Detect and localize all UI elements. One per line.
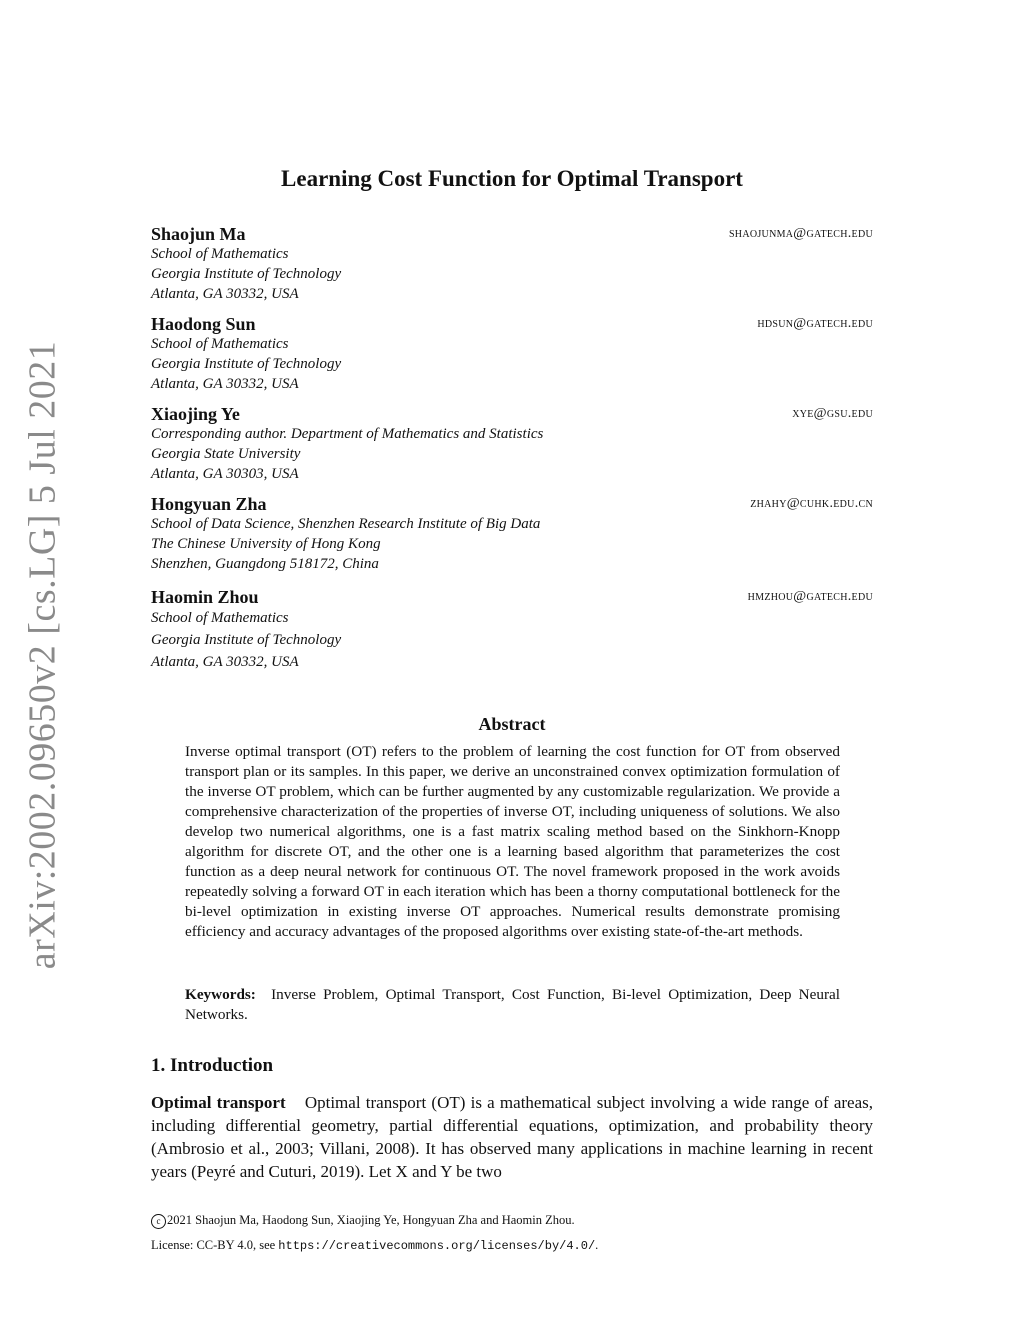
author-name: Xiaojing Ye (151, 404, 240, 424)
keywords-text: Inverse Problem, Optimal Transport, Cost Function, Bi-level Optimization, Deep Neural Networks. (185, 986, 840, 1023)
author-affiliation-line: School of Mathematics (151, 610, 289, 626)
author-block (151, 494, 873, 574)
author-name: Shaojun Ma (151, 224, 246, 244)
copyright-icon: c (151, 1214, 166, 1229)
author-block (151, 404, 873, 484)
author-affiliation-line: Atlanta, GA 30332, USA (151, 376, 299, 392)
paragraph-text: Optimal transport (OT) is a mathematical subject involving a wide range of areas, including differential geometry, partial differential equations, optimization, and probability theory (Ambrosio et al., 2003; Villani, 2008). It has observed many applications in machine learning in recent years (Peyré and Cuturi, 2019). Let X and Y be two (151, 1093, 873, 1181)
keywords-label: Keywords: (185, 986, 256, 1003)
introduction-paragraph (151, 1091, 873, 1183)
abstract-text: Inverse optimal transport (OT) refers to the problem of learning the cost function for OT from observed transport plan or its samples. In this paper, we derive an unconstrained convex optimization formulation of the inverse OT problem, which can be further augmented by any customizable regularization. We provide a comprehensive characterization of the properties of inverse OT, including uniqueness of solutions. We also develop two numerical algorithms, one is a fast matrix scaling method based on the Sinkhorn-Knopp algorithm for discrete OT, and the other one is a learning based algorithm that parameterizes the cost function as a deep neural network for continuous OT. The novel framework proposed in the work avoids repeatedly solving a forward OT in each iteration which has been a thorny computational bottleneck for the bi-level optimization in existing inverse OT approaches. Numerical results demonstrate promising efficiency and accuracy advantages of the proposed algorithms over existing state-of-the-art methods. (185, 743, 840, 940)
copyright-text: 2021 Shaojun Ma, Haodong Sun, Xiaojing Ye, Hongyuan Zha and Haomin Zhou. (167, 1213, 575, 1227)
license-notice (151, 1238, 598, 1253)
author-email: xye@gsu.edu (792, 406, 873, 421)
author-affiliation-line: The Chinese University of Hong Kong (151, 536, 381, 552)
author-affiliation-line: School of Data Science, Shenzhen Research Institute of Big Data (151, 516, 541, 532)
license-link[interactable]: https://creativecommons.org/licenses/by/4.0/ (278, 1239, 596, 1253)
paragraph-heading: Optimal transport (151, 1093, 286, 1112)
author-email: shaojunma@gatech.edu (728, 226, 873, 241)
author-affiliation-line: Georgia Institute of Technology (151, 356, 342, 372)
license-prefix: License: CC-BY 4.0, see (151, 1238, 276, 1252)
author-affiliation-line: School of Mathematics (151, 336, 289, 352)
author-email: hdsun@gatech.edu (757, 316, 873, 331)
author-name: Haomin Zhou (151, 587, 259, 607)
paper-title: Learning Cost Function for Optimal Transport (281, 166, 743, 191)
author-block (151, 224, 873, 304)
author-affiliation-line: Corresponding author. Department of Mathematics and Statistics (151, 426, 544, 442)
author-affiliation-line: Atlanta, GA 30332, USA (151, 286, 299, 302)
author-affiliation-line: School of Mathematics (151, 246, 289, 262)
author-email: hmzhou@gatech.edu (747, 589, 873, 604)
author-affiliation-line: Atlanta, GA 30332, USA (151, 654, 299, 670)
author-affiliation-line: Shenzhen, Guangdong 518172, China (151, 556, 379, 572)
author-affiliation-line: Atlanta, GA 30303, USA (151, 466, 299, 482)
arxiv-sidebar-stamp (20, 340, 64, 969)
section-heading: 1. Introduction (151, 1055, 274, 1076)
abstract-heading: Abstract (478, 714, 546, 734)
author-affiliation-line: Georgia Institute of Technology (151, 632, 342, 648)
author-name: Hongyuan Zha (151, 494, 267, 514)
author-affiliation-line: Georgia Institute of Technology (151, 266, 342, 282)
author-affiliation-line: Georgia State University (151, 446, 301, 462)
copyright-notice (151, 1213, 575, 1229)
author-email: zhahy@cuhk.edu.cn (750, 496, 873, 511)
author-block (151, 314, 873, 394)
keywords (185, 985, 840, 1025)
arxiv-id: arXiv:2002.09650v2 [cs.LG] 5 Jul 2021 (21, 340, 64, 969)
author-block (151, 587, 873, 673)
license-suffix: . (595, 1238, 599, 1252)
author-name: Haodong Sun (151, 314, 256, 334)
